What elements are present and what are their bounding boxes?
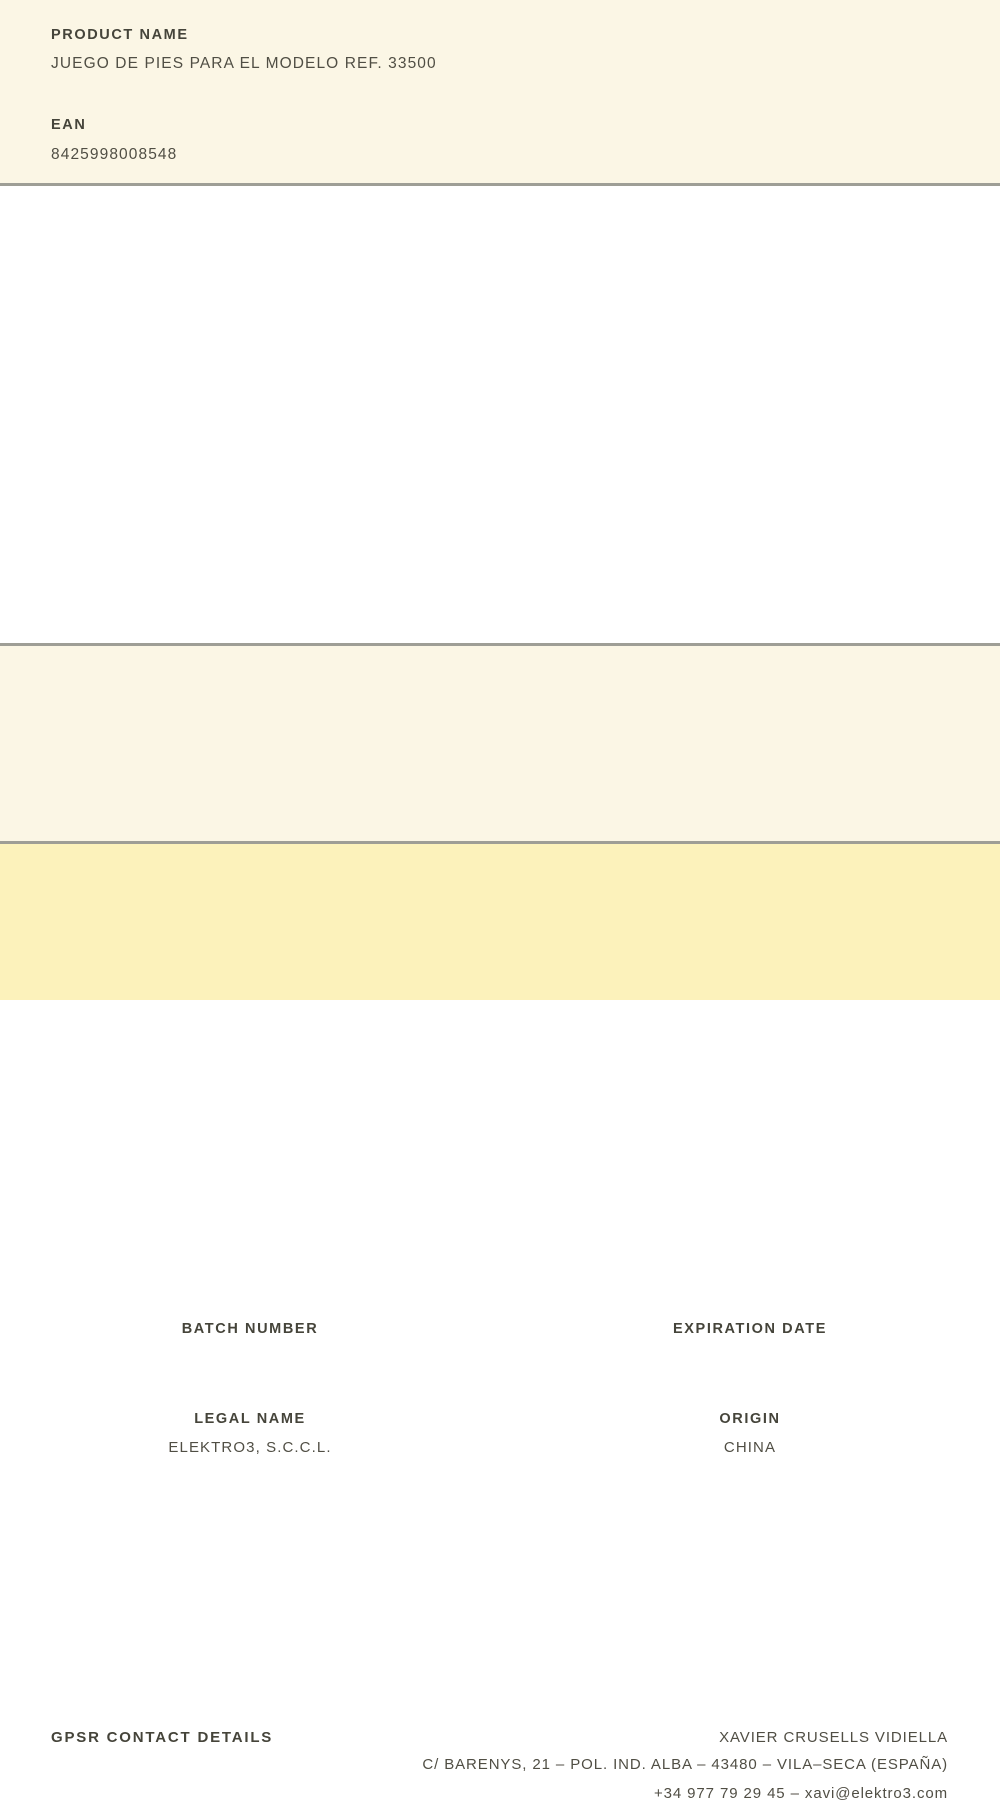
product-name-value: JUEGO DE PIES PARA EL MODELO REF. 33500	[51, 55, 437, 72]
gpsr-contact-details-label: GPSR CONTACT DETAILS	[51, 1729, 274, 1746]
gpsr-contact-name: XAVIER CRUSELLS VIDIELLA	[719, 1729, 948, 1746]
product-name-label: PRODUCT NAME	[51, 27, 189, 43]
ean-label: EAN	[51, 117, 87, 133]
batch-number-label: BATCH NUMBER	[181, 1321, 319, 1337]
gpsr-contact-address: C/ BARENYS, 21 – POL. IND. ALBA – 43480 – VILA–SECA (ESPAÑA)	[422, 1756, 948, 1773]
origin-value: CHINA	[723, 1439, 777, 1456]
legal-name-label: LEGAL NAME	[194, 1411, 306, 1427]
product-details-section	[0, 646, 1000, 1456]
legal-name-value: ELEKTRO3, S.C.C.L.	[168, 1439, 332, 1456]
product-image-area	[0, 186, 1000, 643]
ean-value: 8425998008548	[51, 146, 178, 163]
gpsr-contact-phone-email: +34 977 79 29 45 – xavi@elektro3.com	[653, 1785, 948, 1802]
origin-label: ORIGIN	[719, 1411, 781, 1427]
expiration-date-label: EXPIRATION DATE	[673, 1321, 827, 1337]
product-header-section	[0, 0, 1000, 183]
